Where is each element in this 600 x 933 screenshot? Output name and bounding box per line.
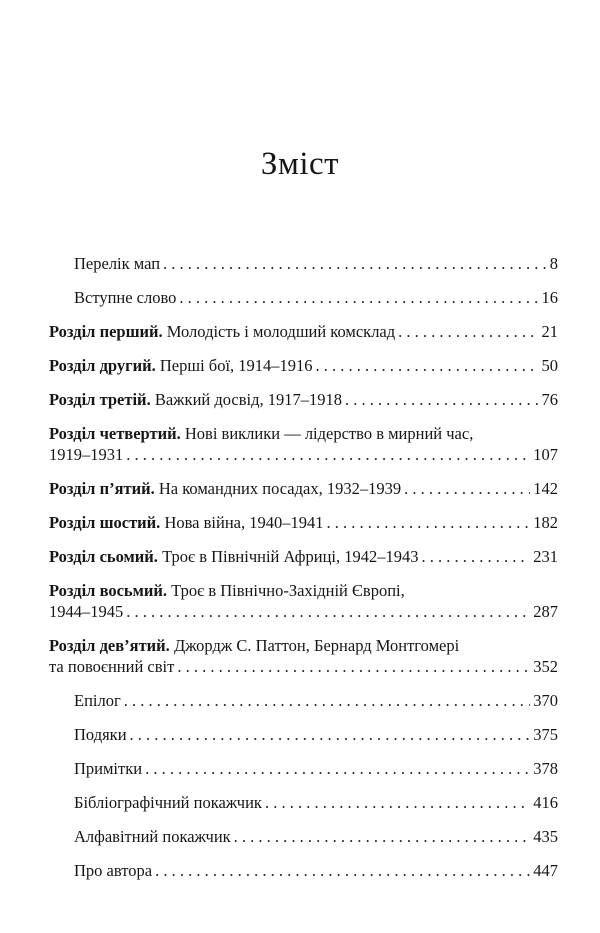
chapter-label: Розділ восьмий. — [49, 581, 168, 600]
leader-dots — [145, 758, 530, 779]
toc-entry-label: Молодість і молодший комсклад — [162, 322, 396, 341]
toc-entry-label: Джордж С. Паттон, Бернард Монтгомері — [169, 636, 460, 655]
chapter-label: Розділ шостий. — [49, 513, 161, 532]
toc-entry-chapter-5[interactable] — [49, 478, 558, 499]
toc-entry-label: Нова війна, 1940–1941 — [160, 513, 324, 532]
leader-dots — [177, 656, 530, 677]
toc-page-number: 182 — [533, 513, 558, 532]
toc-entry-chapter-1[interactable] — [49, 321, 558, 342]
leader-dots — [234, 826, 531, 847]
toc-entry-chapter-7[interactable] — [49, 546, 558, 567]
chapter-label: Розділ четвертий. — [49, 424, 181, 443]
toc-entry-label: Вступне слово — [74, 288, 177, 307]
toc-entry-bibliography[interactable] — [49, 792, 558, 813]
toc-entry-foreword[interactable] — [49, 287, 558, 308]
leader-dots — [421, 546, 530, 567]
leader-dots — [326, 512, 530, 533]
leader-dots — [265, 792, 530, 813]
toc-page-number: 378 — [533, 759, 558, 778]
toc-entry-label-continued: 1919–1931 — [49, 445, 124, 464]
toc-page-number: 370 — [533, 691, 558, 710]
page-title: Зміст — [260, 146, 340, 182]
toc-entry-label: Алфавітний покажчик — [74, 827, 231, 846]
toc-entry-about-author[interactable] — [49, 860, 558, 881]
toc-page-number: 21 — [541, 322, 558, 341]
toc-entry-chapter-6[interactable] — [49, 512, 558, 533]
toc-entry-label: Епілог — [74, 691, 121, 710]
toc-entry-chapter-3[interactable] — [49, 389, 558, 410]
toc-entry-label: Перші бої, 1914–1916 — [155, 356, 313, 375]
toc-entry-label: Перелік мап — [74, 254, 161, 273]
leader-dots — [130, 724, 531, 745]
toc-entry-label: Бібліографічний покажчик — [74, 793, 262, 812]
chapter-label: Розділ третій. — [49, 390, 151, 409]
toc-entry-notes[interactable] — [49, 758, 558, 779]
toc-page-number: 8 — [549, 254, 558, 273]
toc-page-number: 447 — [533, 861, 558, 880]
toc-page-number: 231 — [533, 547, 558, 566]
leader-dots — [345, 389, 538, 410]
chapter-label: Розділ дев’ятий. — [49, 636, 170, 655]
toc-entry-chapter-2[interactable] — [49, 355, 558, 376]
leader-dots — [126, 444, 530, 465]
toc-page-number: 352 — [533, 657, 558, 676]
toc-page-number: 416 — [533, 793, 558, 812]
chapter-label: Розділ перший. — [49, 322, 163, 341]
toc-entry-chapter-8[interactable] — [49, 580, 558, 622]
toc-entry-chapter-9[interactable] — [49, 635, 558, 677]
toc-entry-index[interactable] — [49, 826, 558, 847]
toc-entry-label: Троє в Північно-Західній Європі, — [167, 581, 405, 600]
toc-page-number: 375 — [533, 725, 558, 744]
leader-dots — [316, 355, 539, 376]
toc-page-number: 76 — [541, 390, 558, 409]
toc-entry-label: Подяки — [74, 725, 127, 744]
toc-entry-label: Про автора — [74, 861, 153, 880]
toc-entry-chapter-4[interactable] — [49, 423, 558, 465]
toc-entry-maps-list[interactable] — [49, 253, 558, 274]
toc-entry-acknowledgements[interactable] — [49, 724, 558, 745]
leader-dots — [163, 253, 547, 274]
toc-entry-label-continued: та повоєнний світ — [49, 657, 175, 676]
toc-entry-label: Примітки — [74, 759, 143, 778]
toc-entry-label: Троє в Північній Африці, 1942–1943 — [157, 547, 419, 566]
toc-entry-epilogue[interactable] — [49, 690, 558, 711]
leader-dots — [179, 287, 538, 308]
chapter-label: Розділ п’ятий. — [49, 479, 155, 498]
toc-page-number: 50 — [541, 356, 558, 375]
toc-page-number: 107 — [533, 445, 558, 464]
chapter-label: Розділ сьомий. — [49, 547, 158, 566]
leader-dots — [404, 478, 530, 499]
toc-entry-label: На командних посадах, 1932–1939 — [154, 479, 402, 498]
toc-page-number: 435 — [533, 827, 558, 846]
chapter-label: Розділ другий. — [49, 356, 156, 375]
toc-entry-label-continued: 1944–1945 — [49, 602, 124, 621]
toc-page-number: 16 — [541, 288, 558, 307]
leader-dots — [155, 860, 530, 881]
leader-dots — [124, 690, 531, 711]
leader-dots — [398, 321, 538, 342]
toc-page-number: 287 — [533, 602, 558, 621]
leader-dots — [126, 601, 530, 622]
table-of-contents — [49, 253, 558, 894]
toc-entry-label: Важкий досвід, 1917–1918 — [150, 390, 343, 409]
toc-page-number: 142 — [533, 479, 558, 498]
toc-entry-label: Нові виклики — лідерство в мирний час, — [180, 424, 474, 443]
